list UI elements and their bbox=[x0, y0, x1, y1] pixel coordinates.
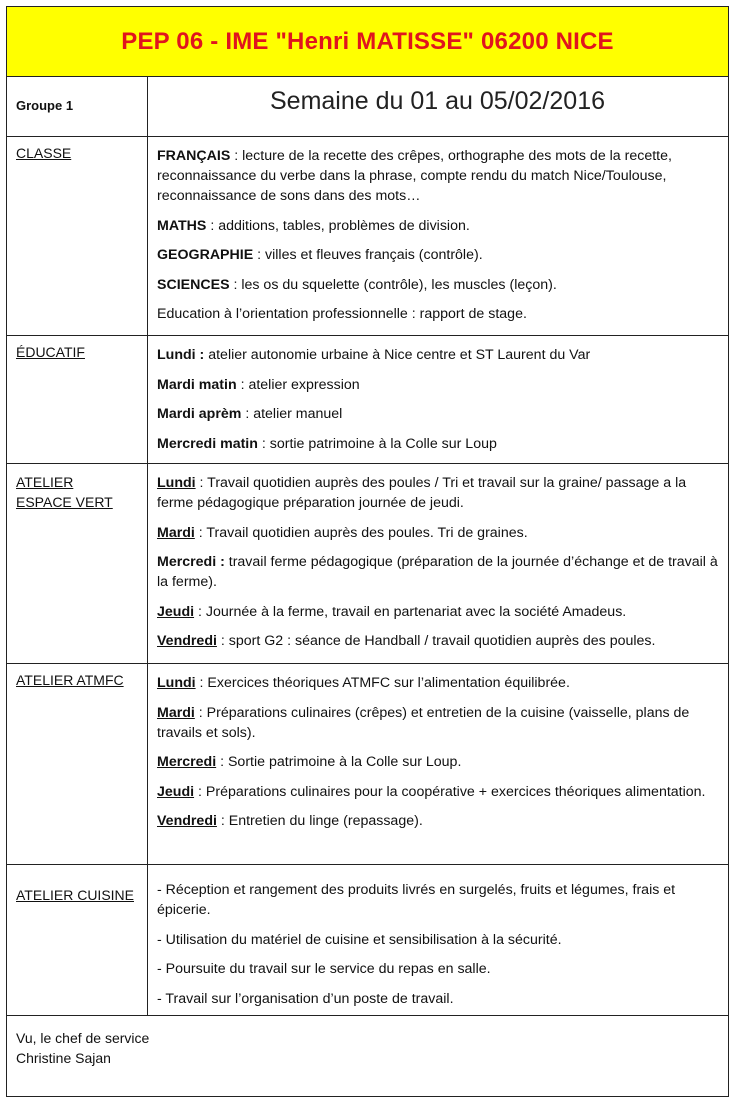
list-item bbox=[157, 811, 718, 831]
planning-sheet bbox=[6, 6, 729, 1097]
item-text: : Travail quotidien auprès des poules / Tri et travail sur la graine/ passage a la ferme pédagogique préparation journée de jeudi. bbox=[157, 475, 687, 511]
item-text: : Entretien du linge (repassage). bbox=[216, 813, 423, 829]
item-head: Mardi bbox=[157, 704, 195, 721]
item-text: travail ferme pédagogique (préparation de la journée d’échange et de travail à la ferme). bbox=[157, 554, 718, 590]
section-label: ESPACE VERT bbox=[16, 494, 113, 510]
section-cuisine bbox=[7, 865, 728, 1016]
item-text: : additions, tables, problèmes de division. bbox=[206, 217, 470, 234]
list-item: - Poursuite du travail sur le service du repas en salle. bbox=[157, 961, 491, 977]
section-label: ATELIER CUISINE bbox=[16, 887, 134, 903]
item-text: : Préparations culinaires (crêpes) et entretien de la cuisine (vaisselle, plans de travails et sols). bbox=[157, 704, 690, 741]
list-item bbox=[157, 304, 718, 324]
item-head: GEOGRAPHIE bbox=[157, 247, 254, 263]
week-title: Semaine du 01 au 05/02/2016 bbox=[270, 87, 605, 115]
section-espace-vert-label-cell bbox=[7, 464, 148, 663]
list-item bbox=[157, 216, 718, 236]
list-item bbox=[157, 375, 718, 395]
section-atmfc bbox=[7, 664, 728, 865]
list-item bbox=[157, 552, 718, 592]
list-item bbox=[157, 752, 718, 772]
item-head: FRANÇAIS bbox=[157, 148, 231, 164]
list-item bbox=[157, 146, 718, 206]
section-label: ATELIER bbox=[16, 474, 74, 490]
header-row bbox=[7, 77, 728, 137]
list-item bbox=[157, 275, 718, 295]
item-text: : Sortie patrimoine à la Colle sur Loup. bbox=[216, 754, 462, 770]
section-espace-vert bbox=[7, 464, 728, 664]
section-cuisine-label-cell bbox=[7, 865, 148, 1015]
item-head: Mardi matin bbox=[157, 376, 237, 393]
signature-block bbox=[16, 1028, 149, 1068]
item-text: Education à l’orientation professionnelle : rapport de stage. bbox=[157, 306, 527, 322]
list-item: - Travail sur l’organisation d’un poste de travail. bbox=[157, 990, 454, 1007]
section-label: ATELIER ATMFC bbox=[16, 672, 124, 688]
list-item: - Réception et rangement des produits livrés en surgelés, fruits et légumes, frais et épicerie. bbox=[157, 882, 676, 918]
item-text: : Préparations culinaires pour la coopérative + exercices théoriques alimentation. bbox=[194, 783, 706, 800]
item-head: Mercredi : bbox=[157, 554, 225, 570]
item-head: Lundi bbox=[157, 675, 196, 691]
item-head: Mercredi bbox=[157, 754, 217, 770]
item-text: : atelier manuel bbox=[241, 406, 343, 422]
item-head: Jeudi bbox=[157, 603, 195, 620]
item-text: : lecture de la recette des crêpes, orthographe des mots de la recette, reconnaissance du verbe dans la phrase, compte rendu du match Nice/Toulouse, reconnaissance de sons dans des mots… bbox=[157, 148, 672, 204]
list-item bbox=[157, 473, 718, 513]
item-text: : Journée à la ferme, travail en partenariat avec la société Amadeus. bbox=[194, 603, 627, 620]
list-item bbox=[157, 245, 718, 265]
list-item bbox=[157, 782, 718, 802]
list-item bbox=[157, 631, 718, 651]
item-text: atelier autonomie urbaine à Nice centre et ST Laurent du Var bbox=[204, 347, 591, 363]
section-educatif bbox=[7, 336, 728, 464]
section-espace-vert-content bbox=[148, 464, 728, 661]
item-text: : sortie patrimoine à la Colle sur Loup bbox=[257, 435, 497, 452]
item-text: : sport G2 : séance de Handball / travail quotidien auprès des poules. bbox=[216, 633, 656, 649]
section-classe bbox=[7, 137, 728, 336]
list-item bbox=[157, 434, 718, 454]
section-educatif-label-cell bbox=[7, 336, 148, 463]
section-classe-label-cell bbox=[7, 137, 148, 335]
item-head: Mardi aprèm bbox=[157, 406, 242, 422]
section-atmfc-label-cell bbox=[7, 664, 148, 864]
list-item: - Utilisation du matériel de cuisine et sensibilisation à la sécurité. bbox=[157, 931, 562, 948]
page-title: PEP 06 - IME "Henri MATISSE" 06200 NICE bbox=[121, 27, 614, 55]
item-head: Jeudi bbox=[157, 783, 195, 800]
item-text: : les os du squelette (contrôle), les muscles (leçon). bbox=[229, 276, 557, 293]
list-item bbox=[157, 523, 718, 543]
item-head: SCIENCES bbox=[157, 276, 230, 293]
section-label: CLASSE bbox=[16, 145, 72, 161]
section-label: ÉDUCATIF bbox=[16, 344, 85, 360]
list-item bbox=[157, 345, 718, 365]
section-classe-content bbox=[148, 137, 728, 334]
item-head: Lundi bbox=[157, 475, 196, 491]
item-text: : atelier expression bbox=[236, 376, 360, 393]
group-label: Groupe 1 bbox=[7, 77, 148, 136]
section-educatif-content bbox=[148, 336, 728, 463]
item-head: Lundi : bbox=[157, 347, 205, 363]
list-item bbox=[157, 703, 718, 743]
list-item bbox=[157, 673, 718, 693]
item-head: MATHS bbox=[157, 217, 207, 234]
item-head: Mercredi matin bbox=[157, 435, 258, 452]
signature-role: Vu, le chef de service bbox=[16, 1030, 150, 1046]
list-item bbox=[157, 404, 718, 424]
item-text: : Travail quotidien auprès des poules. Tri de graines. bbox=[194, 524, 528, 541]
title-bar bbox=[7, 7, 728, 77]
section-atmfc-content bbox=[148, 664, 728, 841]
item-head: Vendredi bbox=[157, 813, 217, 829]
list-item bbox=[157, 602, 718, 622]
signature-name: Christine Sajan bbox=[16, 1050, 111, 1066]
section-cuisine-content bbox=[148, 865, 728, 1018]
item-head: Vendredi bbox=[157, 633, 217, 649]
item-head: Mardi bbox=[157, 524, 195, 541]
item-text: : villes et fleuves français (contrôle). bbox=[253, 247, 483, 263]
item-text: : Exercices théoriques ATMFC sur l’alimentation équilibrée. bbox=[195, 675, 570, 691]
